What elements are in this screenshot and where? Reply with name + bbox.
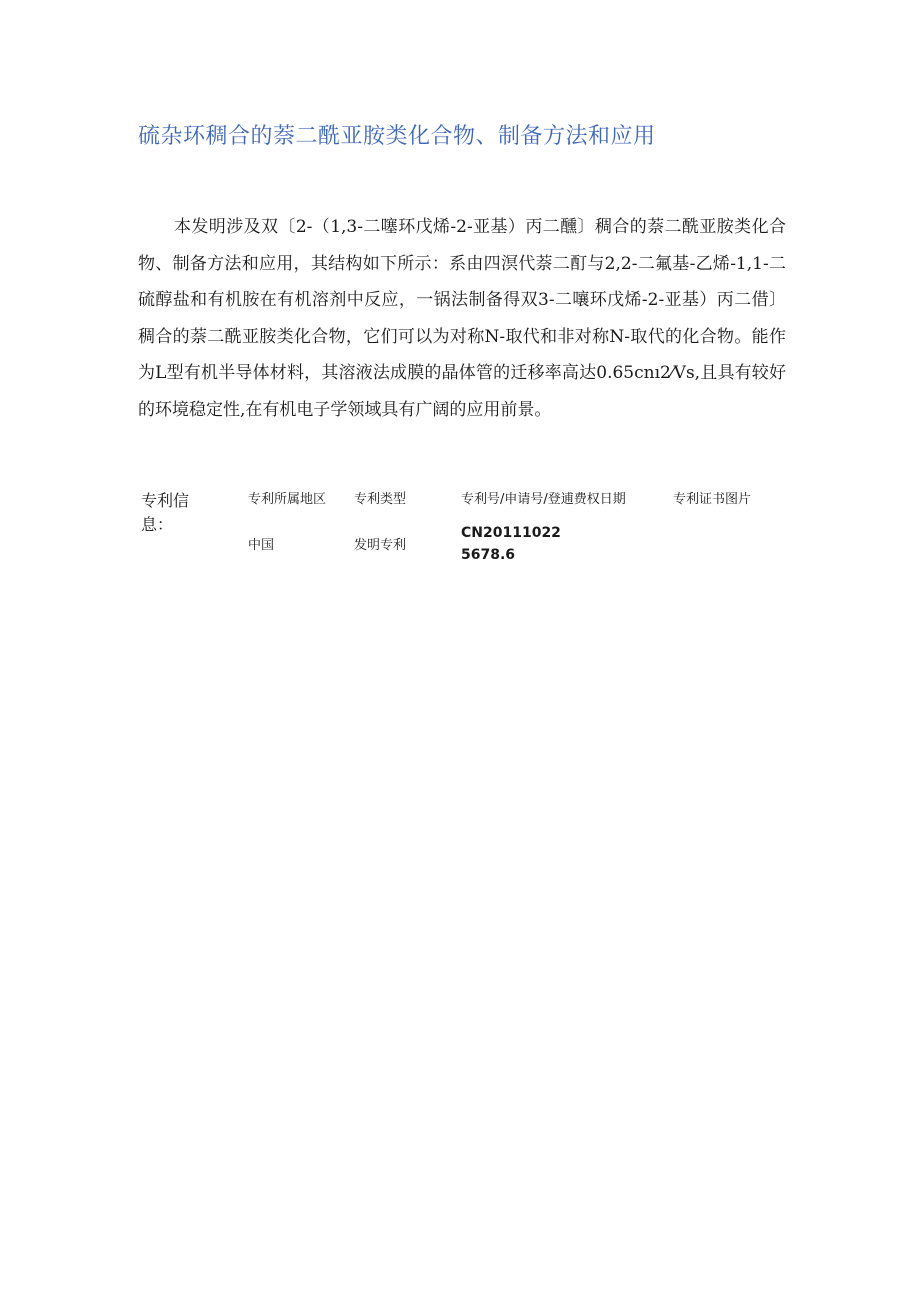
header-number: 专利号/申请号/登逋费权日期: [461, 492, 626, 507]
value-region: 中国: [248, 538, 275, 553]
value-patent-number: CN201110225678.6: [461, 525, 561, 563]
value-type: 发明专利: [354, 538, 407, 553]
page-title: 硫杂环稠合的萘二酰亚胺类化合物、制备方法和应用: [138, 124, 656, 149]
header-certificate: 专利证书图片: [673, 492, 752, 507]
abstract-paragraph: 本发明涉及双〔2-（1,3-二噻环戊烯-2-亚基）丙二醺〕稠合的萘二酰亚胺类化合物、制备方法和应用，其结构如下所示：系由四溟代萘二酊与2,2-二氟基-乙烯-1,1-二硫醇盐和有机胺在有机溶剂中反应，一锅法制备得双3-二嚷环戊烯-2-亚基）丙二借〕稠合的萘二酰亚胺类化合物，它们可以为对称N-取代和非对称N-取代的化合物。能作为L型有机半导体材料，其溶液法成膜的晶体管的迁移率高达0.65cnı2⁄Vs,且具有较好的环境稳定性,在有机电子学领域具有广阔的应用前景。: [138, 217, 786, 420]
header-region: 专利所属地区: [248, 492, 327, 507]
patent-info-label: 专利信息：: [141, 491, 190, 534]
header-type: 专利类型: [354, 492, 407, 507]
